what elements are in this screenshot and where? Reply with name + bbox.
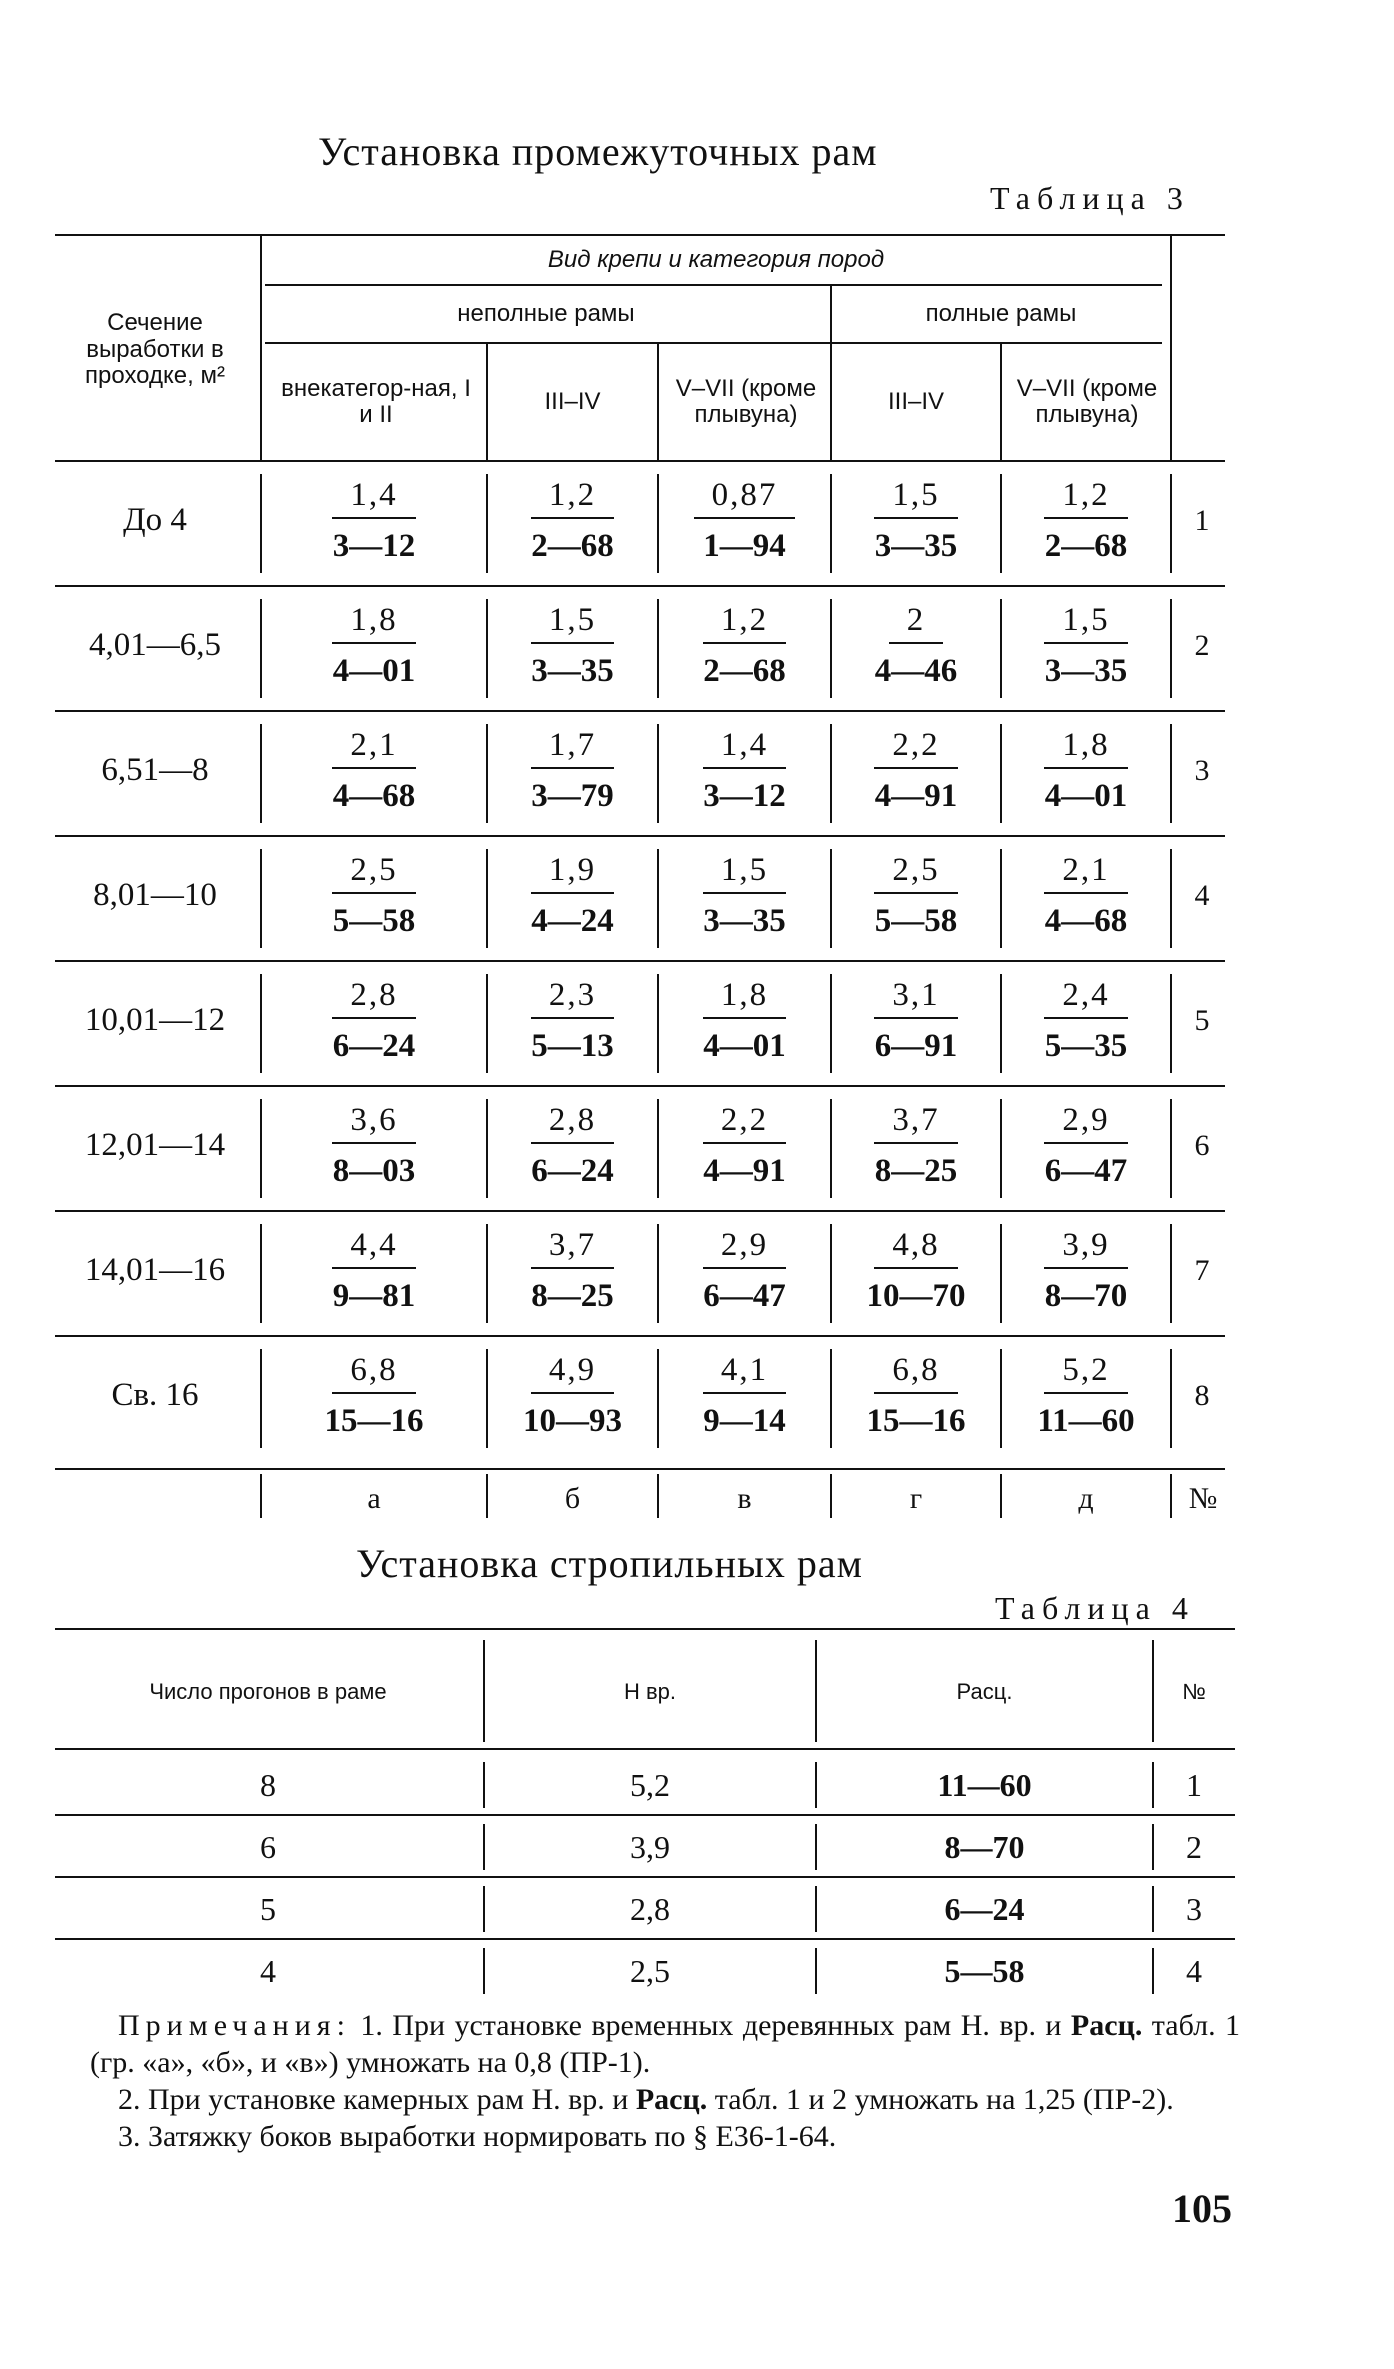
- table4-rasc-cell: 6—24: [944, 1890, 1025, 1927]
- norm-rate-fraction: [531, 1103, 614, 1188]
- time-norm-value: 2,1: [1044, 853, 1127, 894]
- table3-title: Установка промежуточных рам: [318, 129, 878, 174]
- table3-cell: [262, 466, 486, 575]
- table3-cell: [659, 966, 830, 1075]
- table3-cell: [262, 591, 486, 700]
- time-norm-value: 5,2: [1044, 1353, 1127, 1394]
- table4-header-nvr: Н вр.: [623, 1679, 677, 1704]
- rate-value: 1—94: [703, 527, 786, 564]
- time-norm-value: 1,5: [703, 853, 786, 894]
- table3-cell: [659, 466, 830, 575]
- time-norm-value: 2,1: [332, 728, 415, 769]
- table3-header-vline-6: [1170, 236, 1172, 460]
- table3-row-label: 14,01—16: [84, 1252, 226, 1288]
- time-norm-value: 1,2: [531, 478, 614, 519]
- table3-cell: [832, 1216, 1000, 1325]
- norm-rate-fraction: [531, 478, 614, 563]
- rate-value: 6—47: [703, 1277, 786, 1314]
- norm-rate-fraction: [703, 978, 786, 1063]
- table4-rasc-cell: 11—60: [937, 1766, 1032, 1803]
- table3-row-rule: [55, 1210, 1225, 1212]
- table3-column-letter: г: [909, 1482, 923, 1515]
- table3-row-number: 8: [1194, 1378, 1210, 1412]
- norm-rate-fraction: [867, 1353, 966, 1438]
- rate-value: 3—35: [531, 652, 614, 689]
- table3-cell: [832, 966, 1000, 1075]
- norm-rate-fraction: [1037, 1353, 1134, 1438]
- norm-rate-fraction: [703, 728, 786, 813]
- norm-rate-fraction: [531, 603, 614, 688]
- norm-rate-fraction: [875, 603, 958, 688]
- table3-cell: [488, 466, 657, 575]
- table3-cell: [262, 1216, 486, 1325]
- rate-value: 9—81: [332, 1277, 416, 1314]
- time-norm-value: 2,2: [703, 1103, 786, 1144]
- norm-rate-fraction: [332, 853, 415, 938]
- table3-header-col-d: III–IV: [887, 387, 945, 415]
- rate-value: 15—16: [324, 1402, 424, 1439]
- table3-cell: [659, 591, 830, 700]
- rate-value: 4—01: [703, 1027, 786, 1064]
- table3-cell: [1002, 841, 1170, 950]
- table3-row-number: 2: [1194, 628, 1210, 662]
- table4-nvr-cell: 3,9: [630, 1828, 670, 1865]
- table3-row-rule: [55, 1085, 1225, 1087]
- norm-rate-fraction: [332, 1228, 415, 1313]
- table3-header-group: Вид крепи и категория пород: [547, 245, 885, 273]
- table3-cell: [262, 716, 486, 825]
- note-1-rasc: Расц.: [1070, 2009, 1143, 2042]
- norm-rate-fraction: [325, 1353, 424, 1438]
- rate-value: 8—25: [874, 1152, 958, 1189]
- table3-cell: [1002, 1091, 1170, 1200]
- norm-rate-fraction: [874, 728, 957, 813]
- table4-number-cell: 1: [1186, 1766, 1202, 1803]
- norm-rate-fraction: [694, 478, 796, 563]
- time-norm-value: 1,5: [874, 478, 957, 519]
- table3-cell: [832, 841, 1000, 950]
- time-norm-value: 2,2: [874, 728, 957, 769]
- table3-top-rule: [55, 234, 1225, 236]
- rate-value: 10—93: [523, 1402, 622, 1439]
- rate-value: 6—24: [531, 1152, 614, 1189]
- rate-value: 2—68: [703, 652, 786, 689]
- table3-row-rule: [55, 1335, 1225, 1337]
- rate-value: 3—12: [703, 777, 786, 814]
- rate-value: 4—91: [874, 777, 958, 814]
- table3-cell: [1002, 466, 1170, 575]
- time-norm-value: 2,9: [1044, 1103, 1127, 1144]
- rate-value: 6—91: [874, 1027, 958, 1064]
- rate-value: 10—70: [866, 1277, 966, 1314]
- time-norm-value: 1,5: [1044, 603, 1127, 644]
- table3-cell: [659, 841, 830, 950]
- table3-cell: [832, 1091, 1000, 1200]
- table3-header-full: полные рамы: [925, 299, 1077, 327]
- norm-rate-fraction: [332, 728, 415, 813]
- table3-header-col-e: V–VII (кроме плывуна): [1016, 374, 1158, 428]
- rate-value: 5—58: [332, 902, 416, 939]
- table3-row-number: 6: [1194, 1128, 1210, 1162]
- rate-value: 4—68: [332, 777, 416, 814]
- rate-value: 4—01: [332, 652, 416, 689]
- rate-value: 2—68: [1044, 527, 1128, 564]
- table4-title: Установка стропильных рам: [356, 1541, 863, 1586]
- norm-rate-fraction: [332, 478, 415, 563]
- table3-row-label: 12,01—14: [84, 1127, 226, 1163]
- time-norm-value: 4,8: [874, 1228, 957, 1269]
- norm-rate-fraction: [531, 1228, 614, 1313]
- time-norm-value: 2,8: [332, 978, 415, 1019]
- table4-runs-cell: 8: [260, 1766, 276, 1803]
- notes-heading: Примечания:: [118, 2009, 351, 2042]
- table4-rasc-cell: 8—70: [944, 1828, 1025, 1865]
- time-norm-value: 2,4: [1044, 978, 1127, 1019]
- norm-rate-fraction: [531, 728, 614, 813]
- rate-value: 5—13: [531, 1027, 614, 1064]
- table3-column-letter: в: [737, 1482, 752, 1515]
- time-norm-value: 1,8: [1044, 728, 1127, 769]
- note-2-rasc: Расц.: [635, 2083, 708, 2116]
- table3-header-bottom-rule: [55, 460, 1225, 462]
- time-norm-value: 4,1: [703, 1353, 786, 1394]
- time-norm-value: 2,3: [531, 978, 614, 1019]
- table3-number-sign: №: [1188, 1482, 1218, 1515]
- rate-value: 3—12: [332, 527, 416, 564]
- norm-rate-fraction: [874, 1103, 957, 1188]
- rate-value: 4—24: [531, 902, 614, 939]
- norm-rate-fraction: [1044, 1228, 1127, 1313]
- time-norm-value: 1,7: [531, 728, 614, 769]
- table4-row-rule: [55, 1814, 1235, 1816]
- table3-row-number: 7: [1194, 1253, 1210, 1287]
- note-1-part-b: табл. 1 (гр. «а», «б», и «в») умножать на 0,8 (ПР-1).: [90, 2009, 1241, 2079]
- table4-number-cell: 2: [1186, 1828, 1202, 1865]
- table3-cell: [262, 1091, 486, 1200]
- rate-value: 6—47: [1044, 1152, 1128, 1189]
- time-norm-value: 2,5: [332, 853, 415, 894]
- table4-runs-cell: 6: [260, 1828, 276, 1865]
- norm-rate-fraction: [531, 978, 614, 1063]
- table4-runs-cell: 4: [260, 1952, 276, 1989]
- rate-value: 9—14: [703, 1402, 786, 1439]
- norm-rate-fraction: [1044, 728, 1127, 813]
- norm-rate-fraction: [703, 603, 786, 688]
- table3-column-letter: д: [1078, 1482, 1094, 1515]
- table3-header-vline-3: [657, 344, 659, 460]
- table4-number-cell: 4: [1186, 1952, 1202, 1989]
- rate-value: 8—25: [531, 1277, 614, 1314]
- table3-cell: [488, 1091, 657, 1200]
- norm-rate-fraction: [1044, 1103, 1127, 1188]
- table3-bottom-rule: [55, 1468, 1225, 1470]
- time-norm-value: 2,9: [703, 1228, 786, 1269]
- norm-rate-fraction: [874, 478, 957, 563]
- table3-cell: [1002, 966, 1170, 1075]
- norm-rate-fraction: [1044, 603, 1127, 688]
- rate-value: 8—03: [332, 1152, 416, 1189]
- norm-rate-fraction: [332, 1103, 415, 1188]
- rate-value: 4—46: [874, 652, 958, 689]
- rate-value: 11—60: [1037, 1402, 1135, 1439]
- table4-top-rule: [55, 1628, 1235, 1630]
- table3-row-label: 4,01—6,5: [89, 627, 221, 663]
- time-norm-value: 3,6: [332, 1103, 415, 1144]
- time-norm-value: 1,4: [332, 478, 415, 519]
- time-norm-value: 3,7: [874, 1103, 957, 1144]
- time-norm-value: 3,1: [874, 978, 957, 1019]
- time-norm-value: 3,7: [531, 1228, 614, 1269]
- table3-row-number: 1: [1194, 503, 1210, 537]
- norm-rate-fraction: [703, 853, 786, 938]
- rate-value: 15—16: [866, 1402, 966, 1439]
- norm-rate-fraction: [703, 1228, 786, 1313]
- table4-header-rasc: Расц.: [956, 1679, 1013, 1704]
- table4-header-runs: Число прогонов в раме: [149, 1679, 387, 1704]
- table4-nvr-cell: 5,2: [630, 1766, 670, 1803]
- table4-header-bottom-rule: [55, 1748, 1235, 1750]
- table3-cell: [832, 716, 1000, 825]
- table4-number-cell: 3: [1186, 1890, 1202, 1927]
- table3-row-number: 4: [1194, 878, 1210, 912]
- note-2-part-a: 2. При установке камерных рам Н. вр. и: [118, 2083, 636, 2116]
- table3-row-number: 3: [1194, 753, 1210, 787]
- table3-cell: [1002, 1216, 1170, 1325]
- table3-column-letter: б: [564, 1482, 581, 1515]
- table3-cell: [1002, 1341, 1170, 1450]
- time-norm-value: 1,2: [703, 603, 786, 644]
- time-norm-value: 1,8: [332, 603, 415, 644]
- table3-cell: [262, 841, 486, 950]
- norm-rate-fraction: [867, 1228, 966, 1313]
- time-norm-value: 1,4: [703, 728, 786, 769]
- time-norm-value: 4,9: [531, 1353, 614, 1394]
- table3-row-label: До 4: [123, 502, 187, 538]
- time-norm-value: 3,9: [1044, 1228, 1127, 1269]
- table3-row-rule: [55, 585, 1225, 587]
- table4-nvr-cell: 2,8: [630, 1890, 670, 1927]
- table4-rasc-cell: 5—58: [944, 1952, 1025, 1989]
- table3-cell: [1002, 591, 1170, 700]
- table3-header-partial: неполные рамы: [457, 299, 635, 327]
- norm-rate-fraction: [874, 978, 957, 1063]
- note-1: [90, 2007, 1240, 2081]
- table4-runs-cell: 5: [260, 1890, 276, 1927]
- table3-cell: [262, 1341, 486, 1450]
- table3-row-number: 5: [1194, 1003, 1210, 1037]
- time-norm-value: 2: [889, 603, 944, 644]
- norm-rate-fraction: [523, 1353, 622, 1438]
- rate-value: 8—70: [1044, 1277, 1128, 1314]
- table3-cell: [488, 1341, 657, 1450]
- rate-value: 4—68: [1044, 902, 1128, 939]
- time-norm-value: 6,8: [332, 1353, 415, 1394]
- notes: [90, 2007, 1240, 2155]
- time-norm-value: 1,2: [1044, 478, 1127, 519]
- time-norm-value: 2,8: [531, 1103, 614, 1144]
- table3-header-col-b: III–IV: [544, 387, 601, 415]
- table3-cell: [488, 716, 657, 825]
- table3-header-section: Сечение выработки в проходке, м²: [85, 309, 225, 390]
- note-3-text: 3. Затяжку боков выработки нормировать по § Е36-1-64.: [118, 2120, 837, 2153]
- norm-rate-fraction: [1044, 478, 1127, 563]
- time-norm-value: 1,5: [531, 603, 614, 644]
- table3-row-label: 10,01—12: [84, 1002, 226, 1038]
- norm-rate-fraction: [703, 1353, 786, 1438]
- table4-label: Таблица 4: [995, 1590, 1195, 1626]
- rate-value: 3—35: [703, 902, 786, 939]
- rate-value: 2—68: [531, 527, 614, 564]
- table3-cell: [1002, 716, 1170, 825]
- norm-rate-fraction: [703, 1103, 786, 1188]
- time-norm-value: 1,9: [531, 853, 614, 894]
- norm-rate-fraction: [531, 853, 614, 938]
- rate-value: 3—79: [531, 777, 614, 814]
- table3-cell: [659, 1341, 830, 1450]
- rate-value: 3—35: [1044, 652, 1128, 689]
- table3-cell: [659, 716, 830, 825]
- table4-header-no: №: [1182, 1679, 1206, 1704]
- table3-row-label: 6,51—8: [101, 752, 209, 788]
- table4-row-rule: [55, 1938, 1235, 1940]
- rate-value: 4—91: [703, 1152, 786, 1189]
- table3-cell: [488, 966, 657, 1075]
- table3-column-letter: а: [367, 1482, 381, 1515]
- table3-cell: [832, 591, 1000, 700]
- norm-rate-fraction: [332, 603, 415, 688]
- note-1-part-a: 1. При установке временных деревянных рам Н. вр. и: [350, 2009, 1071, 2042]
- table3-cell: [488, 841, 657, 950]
- norm-rate-fraction: [874, 853, 957, 938]
- note-2-part-b: табл. 1 и 2 умножать на 1,25 (ПР-2).: [707, 2083, 1174, 2116]
- norm-rate-fraction: [1044, 978, 1127, 1063]
- page-number: 105: [1172, 2186, 1232, 2231]
- rate-value: 5—58: [874, 902, 958, 939]
- table3-row-rule: [55, 835, 1225, 837]
- time-norm-value: 4,4: [332, 1228, 415, 1269]
- table3-subgroup-rule: [265, 342, 1162, 344]
- note-3: [90, 2118, 1240, 2155]
- table3-row-rule: [55, 710, 1225, 712]
- rate-value: 3—35: [874, 527, 958, 564]
- table3-cell: [832, 1341, 1000, 1450]
- note-2: [90, 2081, 1240, 2118]
- table3-header-col-c: V–VII (кроме плывуна): [675, 374, 817, 428]
- time-norm-value: 1,8: [703, 978, 786, 1019]
- table4-row-rule: [55, 1876, 1235, 1878]
- rate-value: 5—35: [1044, 1027, 1128, 1064]
- rate-value: 6—24: [332, 1027, 416, 1064]
- time-norm-value: 2,5: [874, 853, 957, 894]
- table3-row-label: 8,01—10: [93, 877, 217, 913]
- table4-nvr-cell: 2,5: [630, 1952, 670, 1989]
- table3-cell: [488, 1216, 657, 1325]
- table3-cell: [488, 591, 657, 700]
- table3-header-col-a: внекатегор-ная, I и II: [281, 374, 471, 428]
- table3-cell: [659, 1216, 830, 1325]
- table3-row-label: Св. 16: [111, 1377, 199, 1413]
- table3-cell: [832, 466, 1000, 575]
- time-norm-value: 0,87: [694, 478, 796, 519]
- table3-label: Таблица 3: [990, 180, 1190, 216]
- norm-rate-fraction: [1044, 853, 1127, 938]
- rate-value: 4—01: [1044, 777, 1128, 814]
- time-norm-value: 6,8: [874, 1353, 957, 1394]
- table3-cell: [262, 966, 486, 1075]
- table3-header-vline-5: [1000, 344, 1002, 460]
- table3-group-rule: [265, 284, 1162, 286]
- norm-rate-fraction: [332, 978, 415, 1063]
- table3-row-rule: [55, 960, 1225, 962]
- table3-cell: [659, 1091, 830, 1200]
